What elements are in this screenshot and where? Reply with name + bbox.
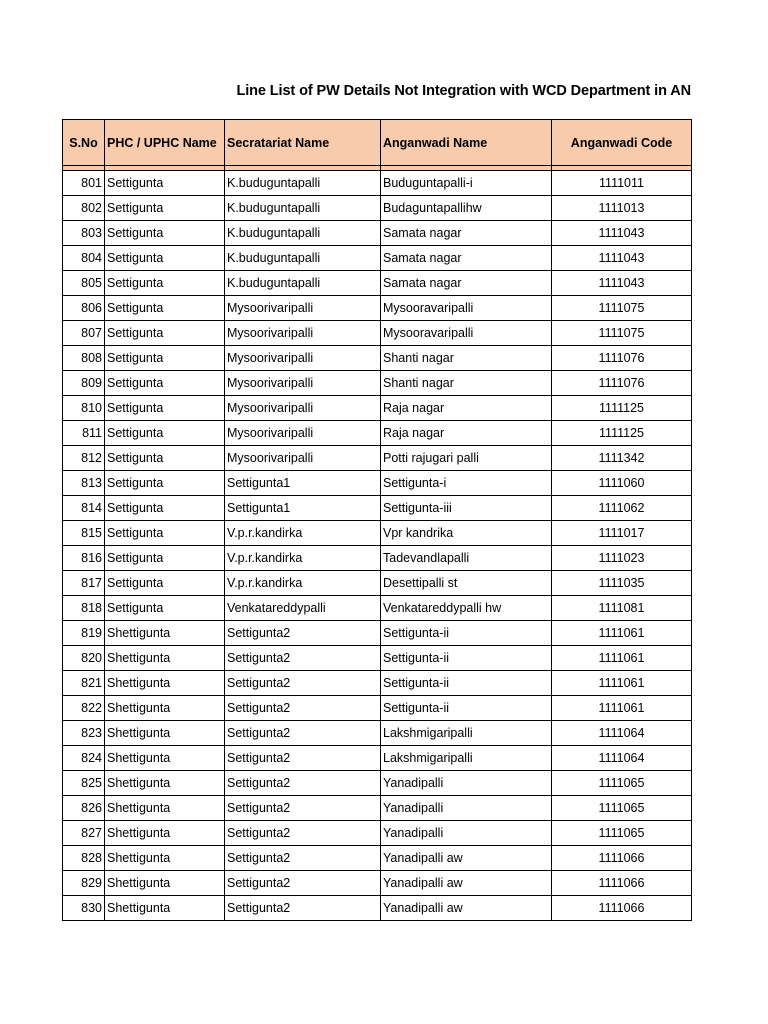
header-anganwadi-name: Anganwadi Name xyxy=(381,120,552,166)
cell-sno: 812 xyxy=(63,446,105,471)
table-row xyxy=(63,246,692,271)
cell-phc-name: Settigunta xyxy=(105,271,225,296)
cell-secretariat-name: K.buduguntapalli xyxy=(225,221,381,246)
cell-anganwadi-name: Samata nagar xyxy=(381,271,552,296)
cell-sno: 813 xyxy=(63,471,105,496)
cell-sno: 826 xyxy=(63,796,105,821)
table-row xyxy=(63,746,692,771)
cell-secretariat-name: Settigunta2 xyxy=(225,821,381,846)
table-row xyxy=(63,696,692,721)
cell-phc-name: Shettigunta xyxy=(105,746,225,771)
cell-secretariat-name: Mysoorivaripalli xyxy=(225,296,381,321)
cell-secretariat-name: V.p.r.kandirka xyxy=(225,571,381,596)
table-row xyxy=(63,196,692,221)
header-phc-name: PHC / UPHC Name xyxy=(105,120,225,166)
table-row xyxy=(63,571,692,596)
cell-anganwadi-code: 1111062 xyxy=(552,496,692,521)
cell-phc-name: Shettigunta xyxy=(105,721,225,746)
cell-anganwadi-name: Mysooravaripalli xyxy=(381,321,552,346)
cell-anganwadi-code: 1111043 xyxy=(552,271,692,296)
cell-anganwadi-name: Yanadipalli aw xyxy=(381,846,552,871)
cell-anganwadi-code: 1111065 xyxy=(552,771,692,796)
cell-anganwadi-name: Samata nagar xyxy=(381,221,552,246)
cell-phc-name: Shettigunta xyxy=(105,896,225,921)
cell-phc-name: Settigunta xyxy=(105,296,225,321)
cell-anganwadi-name: Potti rajugari palli xyxy=(381,446,552,471)
table-row xyxy=(63,596,692,621)
cell-secretariat-name: Mysoorivaripalli xyxy=(225,371,381,396)
cell-sno: 829 xyxy=(63,871,105,896)
header-secretariat-name: Secratariat Name xyxy=(225,120,381,166)
cell-phc-name: Settigunta xyxy=(105,221,225,246)
cell-anganwadi-name: Settigunta-ii xyxy=(381,646,552,671)
table-row xyxy=(63,346,692,371)
cell-secretariat-name: Settigunta2 xyxy=(225,796,381,821)
table-row xyxy=(63,296,692,321)
header-anganwadi-code: Anganwadi Code xyxy=(552,120,692,166)
cell-secretariat-name: K.buduguntapalli xyxy=(225,246,381,271)
cell-anganwadi-name: Yanadipalli xyxy=(381,771,552,796)
cell-phc-name: Settigunta xyxy=(105,396,225,421)
table-row xyxy=(63,871,692,896)
cell-phc-name: Settigunta xyxy=(105,346,225,371)
cell-anganwadi-code: 1111081 xyxy=(552,596,692,621)
cell-phc-name: Settigunta xyxy=(105,421,225,446)
cell-secretariat-name: Settigunta2 xyxy=(225,621,381,646)
cell-sno: 815 xyxy=(63,521,105,546)
cell-phc-name: Settigunta xyxy=(105,171,225,196)
cell-sno: 801 xyxy=(63,171,105,196)
cell-sno: 814 xyxy=(63,496,105,521)
cell-phc-name: Settigunta xyxy=(105,371,225,396)
table-row xyxy=(63,721,692,746)
table-row xyxy=(63,621,692,646)
cell-phc-name: Shettigunta xyxy=(105,846,225,871)
cell-phc-name: Settigunta xyxy=(105,196,225,221)
cell-sno: 806 xyxy=(63,296,105,321)
cell-anganwadi-name: Tadevandlapalli xyxy=(381,546,552,571)
cell-sno: 807 xyxy=(63,321,105,346)
cell-anganwadi-name: Shanti nagar xyxy=(381,371,552,396)
cell-secretariat-name: Mysoorivaripalli xyxy=(225,346,381,371)
cell-phc-name: Shettigunta xyxy=(105,646,225,671)
cell-anganwadi-code: 1111023 xyxy=(552,546,692,571)
cell-phc-name: Settigunta xyxy=(105,446,225,471)
cell-secretariat-name: Settigunta2 xyxy=(225,646,381,671)
cell-sno: 828 xyxy=(63,846,105,871)
cell-phc-name: Settigunta xyxy=(105,471,225,496)
cell-anganwadi-name: Settigunta-ii xyxy=(381,621,552,646)
table-row xyxy=(63,171,692,196)
cell-phc-name: Shettigunta xyxy=(105,796,225,821)
cell-sno: 819 xyxy=(63,621,105,646)
table-body xyxy=(63,171,692,921)
table-row xyxy=(63,396,692,421)
cell-secretariat-name: Settigunta2 xyxy=(225,896,381,921)
cell-anganwadi-name: Mysooravaripalli xyxy=(381,296,552,321)
cell-anganwadi-name: Yanadipalli xyxy=(381,821,552,846)
header-row xyxy=(63,120,692,166)
cell-phc-name: Shettigunta xyxy=(105,821,225,846)
cell-anganwadi-code: 1111043 xyxy=(552,246,692,271)
table-row xyxy=(63,271,692,296)
cell-anganwadi-name: Yanadipalli aw xyxy=(381,871,552,896)
cell-secretariat-name: Settigunta2 xyxy=(225,871,381,896)
cell-anganwadi-name: Yanadipalli xyxy=(381,796,552,821)
cell-sno: 809 xyxy=(63,371,105,396)
cell-anganwadi-code: 1111066 xyxy=(552,896,692,921)
cell-anganwadi-name: Desettipalli st xyxy=(381,571,552,596)
cell-sno: 805 xyxy=(63,271,105,296)
table-row xyxy=(63,796,692,821)
table-row xyxy=(63,446,692,471)
cell-anganwadi-code: 1111075 xyxy=(552,296,692,321)
cell-anganwadi-code: 1111066 xyxy=(552,846,692,871)
cell-phc-name: Settigunta xyxy=(105,521,225,546)
cell-sno: 830 xyxy=(63,896,105,921)
cell-secretariat-name: K.buduguntapalli xyxy=(225,271,381,296)
cell-anganwadi-code: 1111125 xyxy=(552,421,692,446)
cell-sno: 825 xyxy=(63,771,105,796)
cell-secretariat-name: Mysoorivaripalli xyxy=(225,446,381,471)
cell-sno: 811 xyxy=(63,421,105,446)
cell-sno: 824 xyxy=(63,746,105,771)
cell-anganwadi-code: 1111342 xyxy=(552,446,692,471)
cell-anganwadi-name: Settigunta-ii xyxy=(381,696,552,721)
table-row xyxy=(63,371,692,396)
table-row xyxy=(63,896,692,921)
cell-secretariat-name: Settigunta2 xyxy=(225,771,381,796)
table-row xyxy=(63,646,692,671)
table-row xyxy=(63,671,692,696)
table-row xyxy=(63,321,692,346)
cell-anganwadi-code: 1111065 xyxy=(552,796,692,821)
cell-sno: 818 xyxy=(63,596,105,621)
cell-secretariat-name: Settigunta2 xyxy=(225,696,381,721)
cell-secretariat-name: K.buduguntapalli xyxy=(225,196,381,221)
cell-sno: 827 xyxy=(63,821,105,846)
cell-secretariat-name: V.p.r.kandirka xyxy=(225,546,381,571)
cell-anganwadi-code: 1111065 xyxy=(552,821,692,846)
cell-anganwadi-code: 1111076 xyxy=(552,371,692,396)
cell-secretariat-name: K.buduguntapalli xyxy=(225,171,381,196)
cell-anganwadi-code: 1111064 xyxy=(552,721,692,746)
cell-anganwadi-name: Lakshmigaripalli xyxy=(381,721,552,746)
cell-secretariat-name: Settigunta2 xyxy=(225,846,381,871)
table-row xyxy=(63,546,692,571)
cell-phc-name: Settigunta xyxy=(105,246,225,271)
cell-anganwadi-name: Budaguntapallihw xyxy=(381,196,552,221)
cell-anganwadi-code: 1111064 xyxy=(552,746,692,771)
cell-anganwadi-name: Vpr kandrika xyxy=(381,521,552,546)
cell-anganwadi-code: 1111061 xyxy=(552,621,692,646)
document-title: Line List of PW Details Not Integration with WCD Department in AN xyxy=(236,83,691,99)
cell-anganwadi-name: Samata nagar xyxy=(381,246,552,271)
cell-anganwadi-code: 1111061 xyxy=(552,696,692,721)
cell-anganwadi-name: Raja nagar xyxy=(381,421,552,446)
cell-phc-name: Shettigunta xyxy=(105,871,225,896)
cell-anganwadi-code: 1111075 xyxy=(552,321,692,346)
cell-phc-name: Shettigunta xyxy=(105,671,225,696)
cell-anganwadi-code: 1111043 xyxy=(552,221,692,246)
cell-sno: 817 xyxy=(63,571,105,596)
cell-phc-name: Settigunta xyxy=(105,571,225,596)
cell-secretariat-name: Settigunta2 xyxy=(225,721,381,746)
cell-phc-name: Shettigunta xyxy=(105,696,225,721)
cell-sno: 823 xyxy=(63,721,105,746)
cell-sno: 803 xyxy=(63,221,105,246)
cell-anganwadi-code: 1111017 xyxy=(552,521,692,546)
cell-sno: 802 xyxy=(63,196,105,221)
cell-anganwadi-code: 1111061 xyxy=(552,671,692,696)
cell-phc-name: Settigunta xyxy=(105,596,225,621)
cell-sno: 810 xyxy=(63,396,105,421)
cell-secretariat-name: Settigunta1 xyxy=(225,496,381,521)
cell-secretariat-name: Mysoorivaripalli xyxy=(225,396,381,421)
cell-sno: 808 xyxy=(63,346,105,371)
cell-sno: 816 xyxy=(63,546,105,571)
cell-anganwadi-code: 1111011 xyxy=(552,171,692,196)
cell-anganwadi-name: Settigunta-iii xyxy=(381,496,552,521)
cell-anganwadi-code: 1111066 xyxy=(552,871,692,896)
table-row xyxy=(63,471,692,496)
cell-anganwadi-name: Settigunta-i xyxy=(381,471,552,496)
table-row xyxy=(63,496,692,521)
cell-sno: 804 xyxy=(63,246,105,271)
cell-anganwadi-code: 1111060 xyxy=(552,471,692,496)
cell-anganwadi-code: 1111125 xyxy=(552,396,692,421)
cell-sno: 821 xyxy=(63,671,105,696)
cell-anganwadi-name: Lakshmigaripalli xyxy=(381,746,552,771)
cell-anganwadi-code: 1111013 xyxy=(552,196,692,221)
header-sno: S.No xyxy=(63,120,105,166)
cell-phc-name: Settigunta xyxy=(105,321,225,346)
cell-phc-name: Shettigunta xyxy=(105,621,225,646)
cell-secretariat-name: V.p.r.kandirka xyxy=(225,521,381,546)
cell-anganwadi-name: Raja nagar xyxy=(381,396,552,421)
cell-anganwadi-code: 1111061 xyxy=(552,646,692,671)
cell-anganwadi-code: 1111035 xyxy=(552,571,692,596)
table-row xyxy=(63,421,692,446)
pw-details-table xyxy=(62,119,692,921)
table-row xyxy=(63,771,692,796)
table-row xyxy=(63,821,692,846)
cell-secretariat-name: Settigunta2 xyxy=(225,671,381,696)
cell-anganwadi-code: 1111076 xyxy=(552,346,692,371)
cell-secretariat-name: Settigunta1 xyxy=(225,471,381,496)
cell-phc-name: Settigunta xyxy=(105,496,225,521)
cell-anganwadi-name: Shanti nagar xyxy=(381,346,552,371)
cell-anganwadi-name: Yanadipalli aw xyxy=(381,896,552,921)
table-row xyxy=(63,846,692,871)
cell-secretariat-name: Venkatareddypalli xyxy=(225,596,381,621)
cell-anganwadi-name: Settigunta-ii xyxy=(381,671,552,696)
cell-secretariat-name: Settigunta2 xyxy=(225,746,381,771)
cell-sno: 822 xyxy=(63,696,105,721)
cell-anganwadi-name: Buduguntapalli-i xyxy=(381,171,552,196)
cell-sno: 820 xyxy=(63,646,105,671)
cell-phc-name: Shettigunta xyxy=(105,771,225,796)
cell-secretariat-name: Mysoorivaripalli xyxy=(225,321,381,346)
cell-phc-name: Settigunta xyxy=(105,546,225,571)
table-row xyxy=(63,221,692,246)
cell-secretariat-name: Mysoorivaripalli xyxy=(225,421,381,446)
cell-anganwadi-name: Venkatareddypalli hw xyxy=(381,596,552,621)
table-row xyxy=(63,521,692,546)
